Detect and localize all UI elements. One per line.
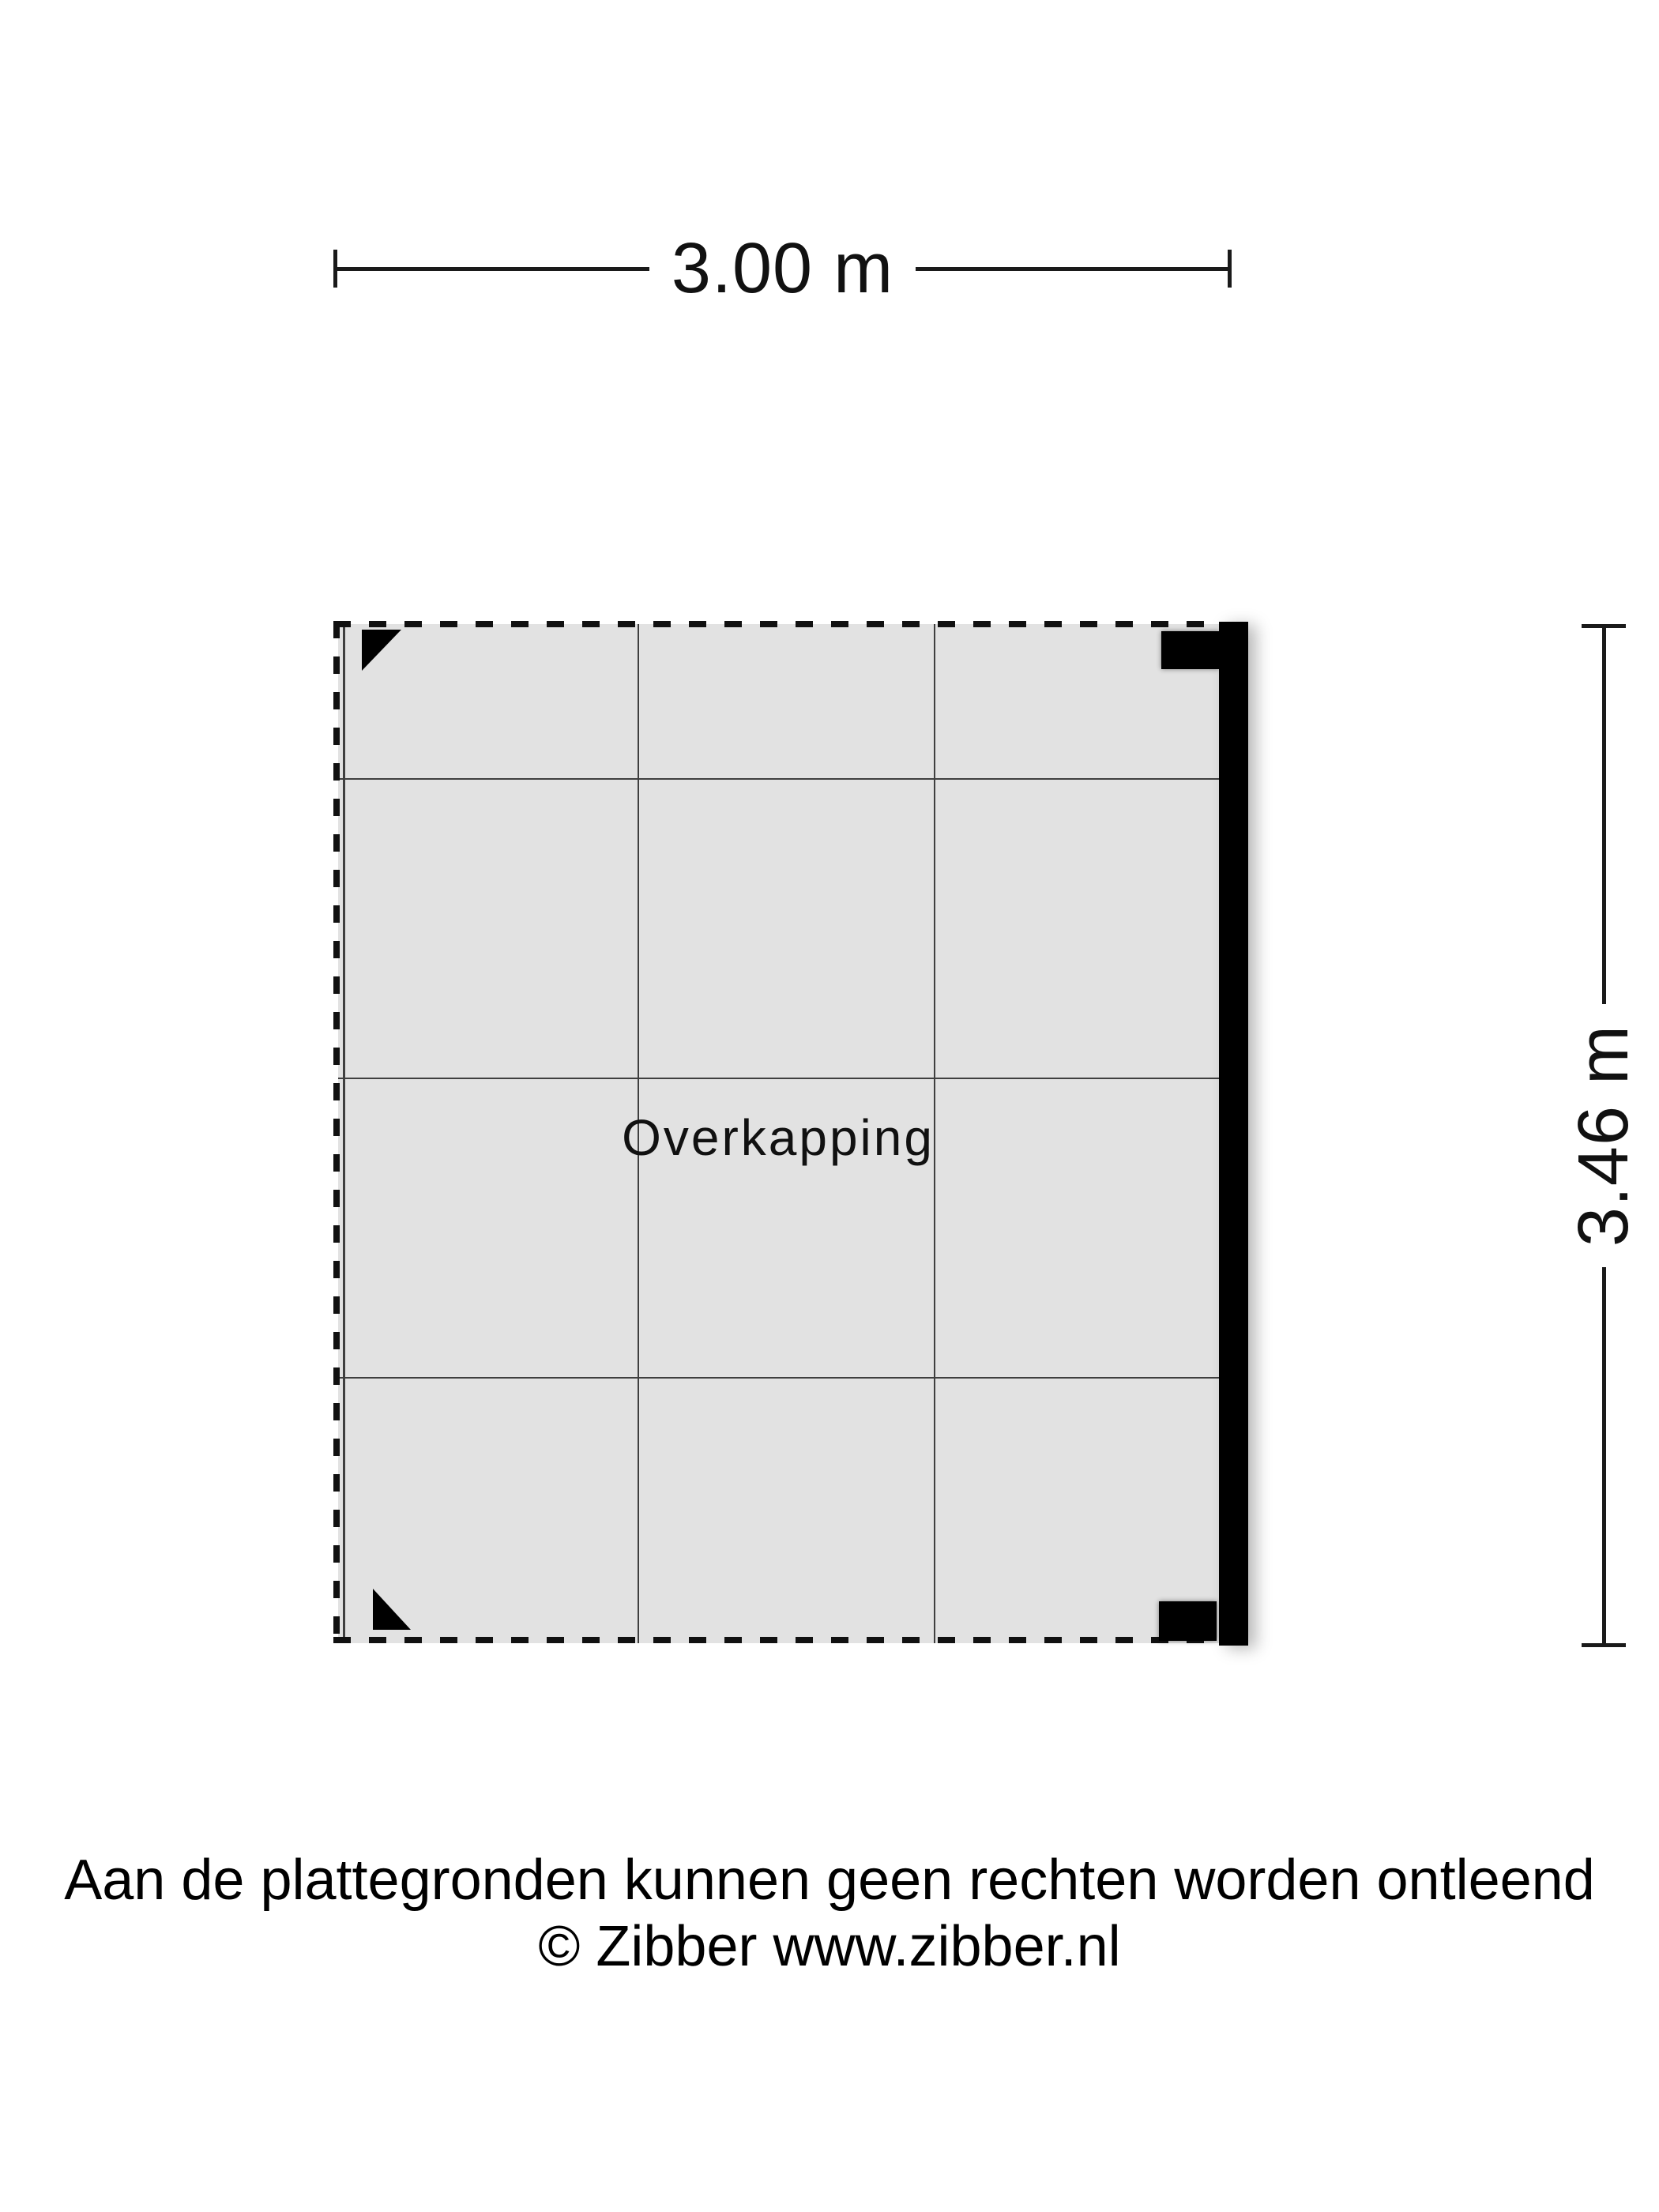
dimension-tick-bottom xyxy=(1582,1643,1626,1647)
dimension-line-segment xyxy=(916,267,1228,271)
dimension-line-segment xyxy=(1602,628,1606,1004)
open-side-dashed-border-top xyxy=(333,621,1219,627)
width-dimension-label: 3.00 m xyxy=(671,229,894,308)
room-label: Overkapping xyxy=(622,1109,935,1166)
disclaimer-text: Aan de plattegronden kunnen geen rechten worden ontleend xyxy=(64,1849,1595,1912)
floorplan-drawing xyxy=(333,621,1253,1646)
open-side-dashed-border-left xyxy=(333,621,340,1643)
tile-grid-line-horizontal xyxy=(338,778,1221,780)
height-dimension-label: 3.46 m xyxy=(1564,1024,1643,1247)
copyright-text: © Zibber www.zibber.nl xyxy=(538,1915,1121,1978)
width-dimension xyxy=(333,220,1232,318)
height-dimension xyxy=(1563,624,1645,1647)
tile-grid-line-horizontal xyxy=(338,1377,1221,1379)
tile-grid-line-horizontal xyxy=(338,1078,1221,1079)
post-marker-bottom-right xyxy=(1159,1601,1217,1641)
post-marker-top-right xyxy=(1161,631,1219,669)
wall-right xyxy=(1219,622,1248,1646)
dimension-line-segment xyxy=(1602,1267,1606,1643)
open-side-dashed-border-bottom xyxy=(333,1637,1219,1643)
footer xyxy=(0,1847,1659,1980)
dimension-line-segment xyxy=(337,267,649,271)
dimension-tick-right xyxy=(1228,250,1232,288)
floor-left-edge-line xyxy=(343,624,345,1643)
